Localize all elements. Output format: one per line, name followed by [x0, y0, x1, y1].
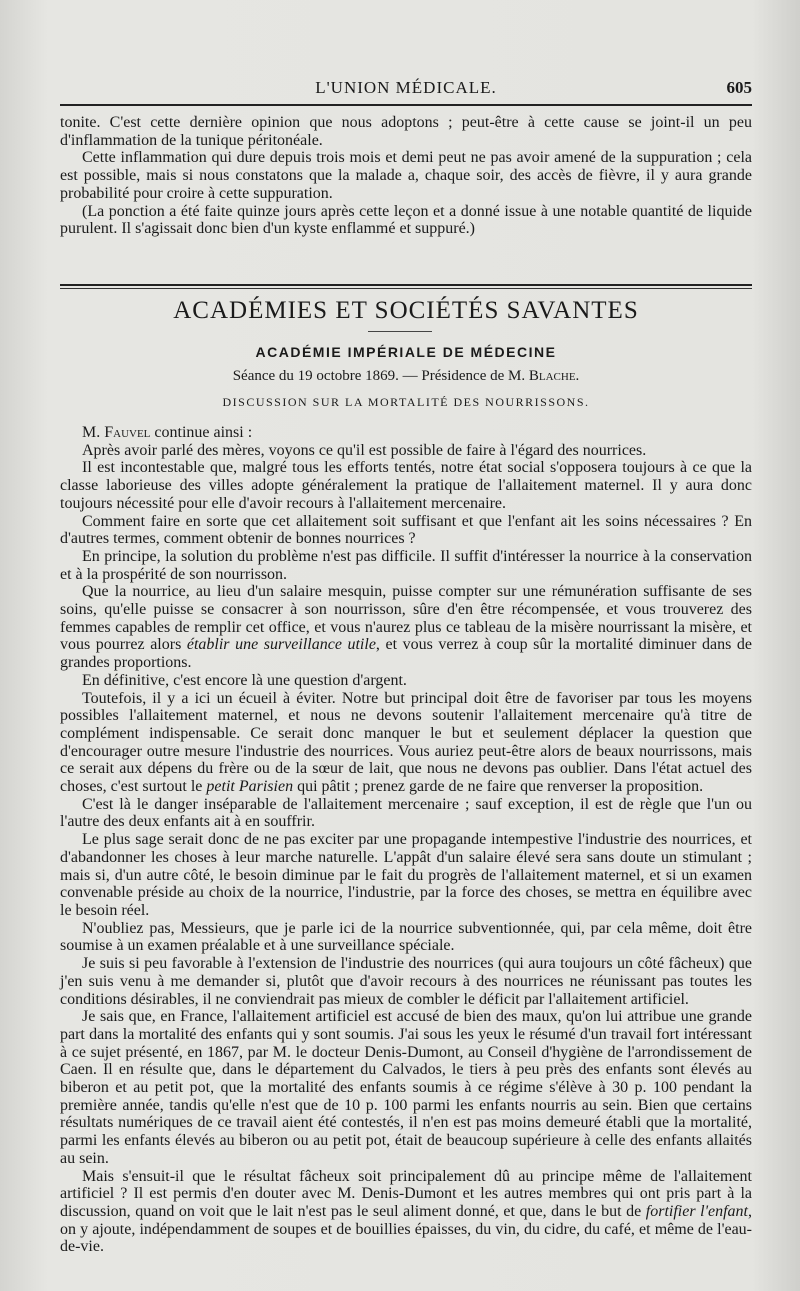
section-title: ACADÉMIES ET SOCIÉTÉS SAVANTES: [173, 297, 639, 324]
paragraph: Le plus sage serait donc de ne pas exciter par une propagande intempestive l'industrie des nourrices, et d'abandonner les choses à leur marche naturelle. L'appât d'un salaire élevé sera sans doute un stimulant ; mais si, d'un autre côté, le besoin diminue par le fait du progrès de l'allaitement maternel, et si un examen convenable préside au choix de la nourrice, l'industrie, par la force des choses, se mettra en équilibre avec le besoin réel.: [60, 831, 752, 919]
paragraph: En définitive, c'est encore là une question d'argent.: [82, 671, 407, 689]
paragraph: En principe, la solution du problème n'est pas difficile. Il suffit d'intéresser la nourrice à la conservation et à la prospérité de son nourrisson.: [60, 547, 752, 583]
intro-text: [60, 114, 752, 238]
speaker-suffix: continue ainsi :: [150, 424, 253, 441]
section-rule-bottom: [60, 288, 752, 289]
text-run: , on y ajoute, indépendamment de soupes et de bouillies épaisses, du vin, du cidre, du café, et même de l'eau-de-vie.: [60, 1202, 752, 1256]
paragraph: tonite. C'est cette dernière opinion que nous adoptons ; peut-être à cette cause se joint-il un peu d'inflammation de la tunique péritonéale.: [60, 114, 752, 149]
text-run: , et vous verrez à coup sûr la mortalité diminuer dans de grandes proportions.: [60, 636, 753, 672]
paragraph: Cette inflammation qui dure depuis trois mois et demi peut ne pas avoir amené de la suppuration ; cela est possible, mais si nous constatons que la malade a, chaque soir, des accès de fièvre, il y aura grande probabilité pour croire à cette suppuration.: [60, 149, 752, 202]
paragraph: Comment faire en sorte que cet allaitement soit suffisant et que l'enfant ait les soins nécessaires ? En d'autres termes, comment obtenir de bonnes nourrices ?: [60, 512, 752, 548]
paragraph: Je suis si peu favorable à l'extension de l'industrie des nourrices (qui aura toujours un côté fâcheux) que j'en suis venu à me demander si, plutôt que d'avoir recours à des nourrices ne réunissant pas toutes les conditions désirables, il ne conviendrait pas mieux de combler le déficit par l'allaitement artificiel.: [60, 955, 752, 1008]
emphasis: petit Parisien: [206, 778, 294, 796]
page-number: 605: [726, 78, 752, 97]
session-prefix: Séance du 19 octobre 1869. — Présidence de M.: [232, 368, 529, 384]
paragraph: [60, 1168, 752, 1257]
emphasis: fortifier l'enfant: [645, 1202, 748, 1220]
paragraph: Après avoir parlé des mères, voyons ce qu'il est possible de faire à l'égard des nourrices.: [82, 441, 647, 459]
discussion-heading: DISCUSSION SUR LA MORTALITÉ DES NOURRISSONS.: [222, 395, 590, 409]
speech-text: [60, 424, 752, 1256]
paragraph: [60, 690, 752, 796]
session-line: [60, 368, 752, 385]
paragraph: Il est incontestable que, malgré tous les efforts tentés, notre état social s'opposera toujours à ce que la classe laborieuse des villes adopte généralement la pratique de l'allaitement maternel. Il y aura donc toujours nécessité pour elle d'avoir recours à l'allaitement mercenaire.: [60, 459, 752, 512]
page-header: [60, 76, 752, 104]
paragraph: [60, 583, 752, 672]
speaker-name: M. Fauvel: [82, 424, 151, 441]
paragraph: (La ponction a été faite quinze jours après cette leçon et a donné issue à une notable quantité de liquide purulent. Il s'agissait donc bien d'un kyste enflammé et suppuré.): [60, 202, 752, 238]
text-run: Toutefois, il y a ici un écueil à éviter. Notre but principal doit être de favoriser par tous les moyens possibles l'allaitement maternel, et nous ne devons soutenir l'allaitement mercenaire qu'à titre de complément indispensable. Ce serait donc manquer le but et seulement déplacer la question que d'encourager outre mesure l'industrie des nourrices. Vous auriez peut-être alors de beaux nourrissons, mais ce serait aux dépens du frère ou de la sœur de lait, que nous ne devons pas oublier. Dans l'état actuel des choses, c'est surtout le: [60, 689, 752, 796]
text-run: Que la nourrice, au lieu d'un salaire mesquin, puisse compter sur une rémunération suffisante de ses soins, qu'elle puisse se consacrer à son nourrisson, sûre d'en être récompensée, et vous trouverez des femmes capables de remplir cet office, et vous n'aurez plus ce tableau de la misère nourrissant la misère, et vous pourrez alors: [60, 583, 752, 654]
title-divider: [368, 331, 432, 332]
speaker-line: [60, 424, 752, 442]
text-run: qui pâtit ; prenez garde de ne faire que renverser la proposition.: [293, 778, 704, 796]
academy-title: ACADÉMIE IMPÉRIALE DE MÉDECINE: [255, 344, 557, 360]
running-title: L'UNION MÉDICALE.: [315, 78, 497, 97]
paragraph: C'est là le danger inséparable de l'allaitement mercenaire ; sauf exception, il est de règle que l'un ou l'autre des deux enfants ait à en souffrir.: [60, 795, 752, 831]
paragraph: N'oubliez pas, Messieurs, que je parle ici de la nourrice subventionnée, qui, par cela même, doit être soumise à un examen préalable et à une surveillance spéciale.: [60, 919, 752, 955]
section-rule-top: [60, 284, 752, 286]
emphasis: établir une surveillance utile: [186, 636, 376, 654]
president-name: Blache: [528, 368, 576, 384]
session-suffix: .: [575, 368, 580, 384]
paragraph: Je sais que, en France, l'allaitement artificiel est accusé de bien des maux, qu'on lui attribue une grande part dans la mortalité des enfants qui y sont soumis. J'ai sous les yeux le résumé d'un travail fort intéressant à ce sujet présenté, en 1867, par M. le docteur Denis-Dumont, au Conseil d'hygiène de l'arrondissement de Caen. Il en résulte que, dans le département du Calvados, le tiers à peu près des enfants sont élevés au biberon et au petit pot, que la mortalité des enfants soumis à ce régime s'élève à 30 p. 100 pendant la première année, tandis qu'elle n'est que de 10 p. 100 parmi les enfants nourris au sein. Bien que certains résultats numériques de ce travail aient été contestés, il n'en est pas moins demeuré établi que la mortalité, parmi les enfants élevés au biberon ou au petit pot, était de beaucoup supérieure à celle des enfants allaités au sein.: [60, 1008, 752, 1167]
text-run: Mais s'ensuit-il que le résultat fâcheux soit principalement dû au principe même de l'allaitement artificiel ? Il est permis d'en douter avec M. Denis-Dumont et les autres membres qui ont pris part à la discussion, quand on voit que le lait n'est pas le seul aliment donné, et que, dans le but de: [60, 1167, 752, 1220]
header-rule: [60, 104, 752, 106]
